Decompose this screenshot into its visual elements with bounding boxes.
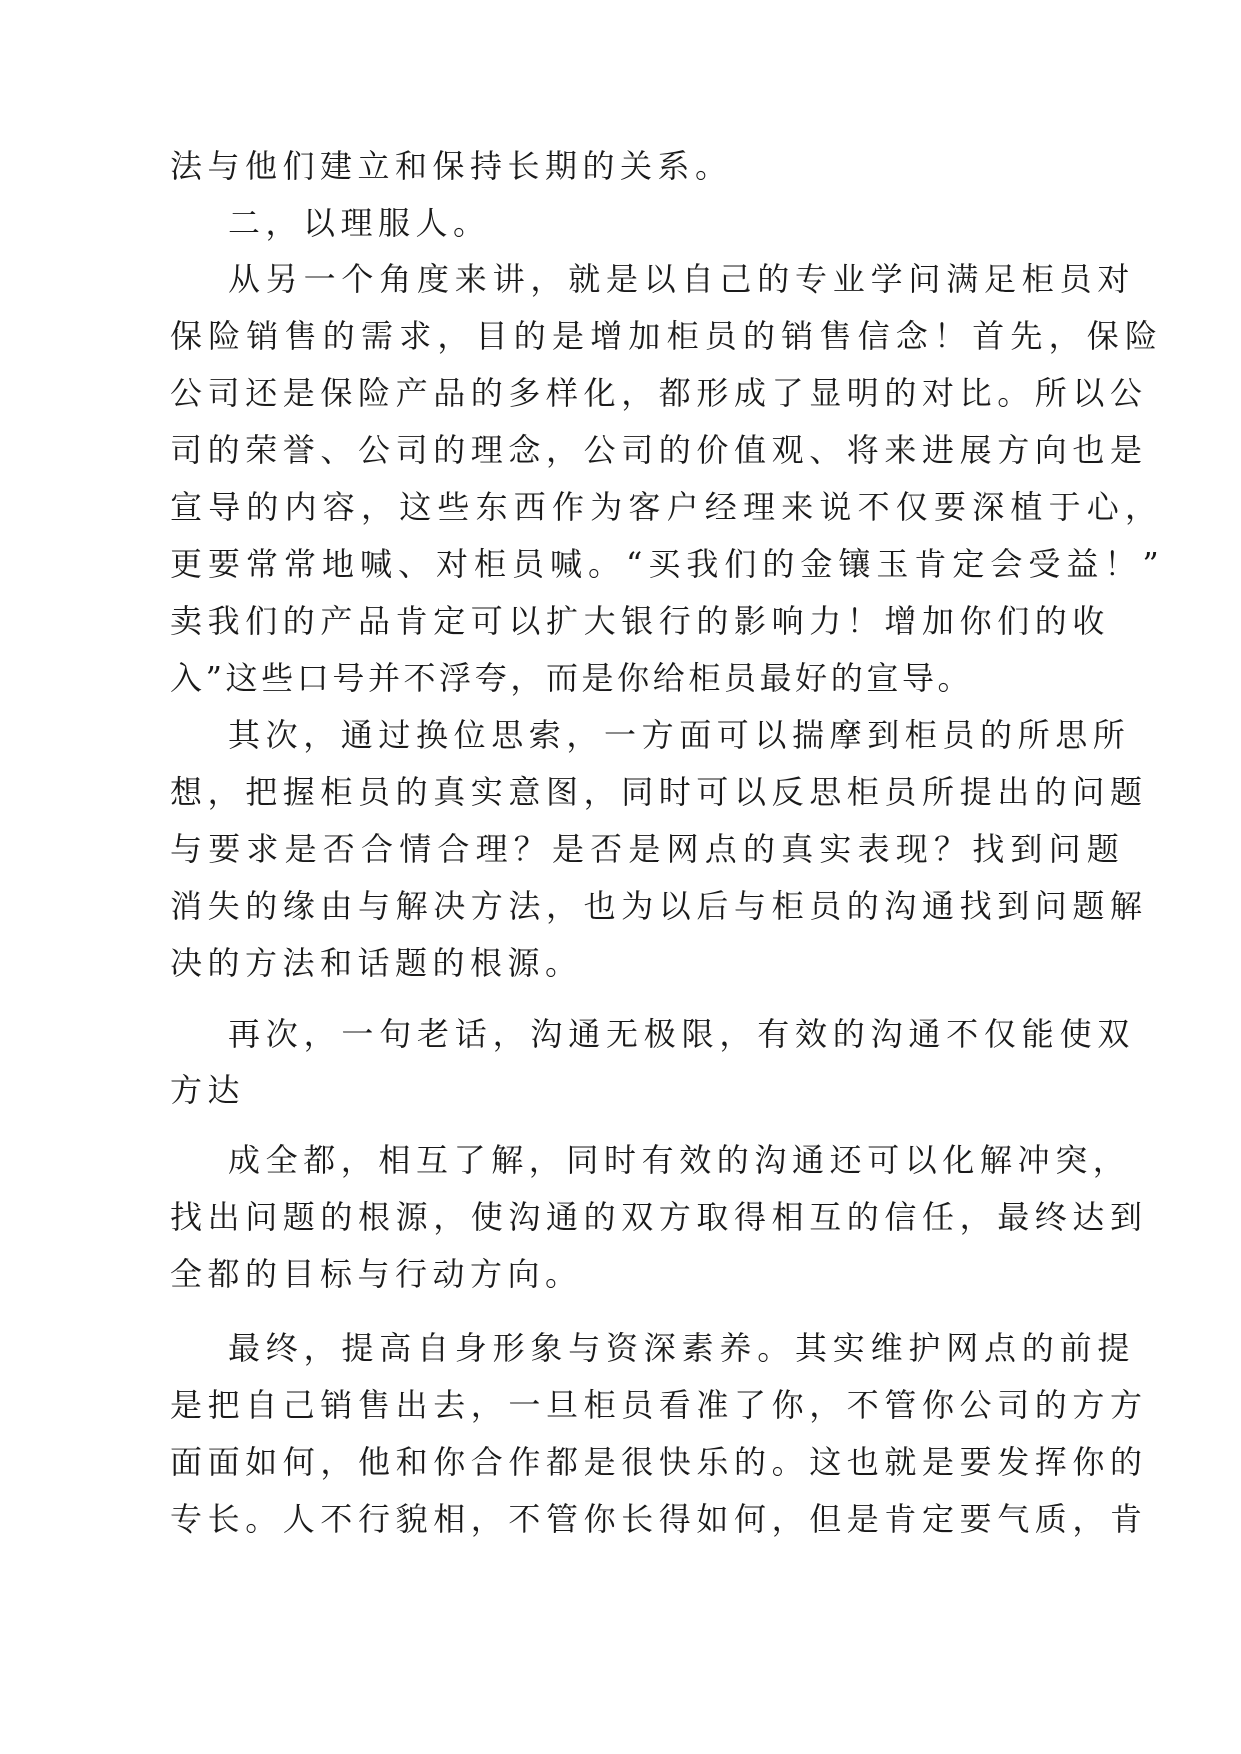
text-line: 从另一个角度来讲，就是以自己的专业学问满足柜员对 bbox=[228, 260, 1136, 298]
text-line: 想，把握柜员的真实意图，同时可以反思柜员所提出的问题 bbox=[170, 773, 1148, 811]
text-line: 公司还是保险产品的多样化，都形成了显明的对比。所以公 bbox=[170, 374, 1148, 412]
text-line: 专长。人不行貌相，不管你长得如何，但是肯定要气质，肯 bbox=[170, 1500, 1148, 1538]
text-line: 与要求是否合情合理？是否是网点的真实表现？找到问题 bbox=[170, 830, 1126, 868]
text-line: 方达 bbox=[170, 1071, 246, 1109]
text-line: 消失的缘由与解决方法，也为以后与柜员的沟通找到问题解 bbox=[170, 887, 1148, 925]
text-line: 其次，通过换位思索，一方面可以揣摩到柜员的所思所 bbox=[228, 716, 1131, 754]
text-line: 再次，一句老话，沟通无极限，有效的沟通不仅能使双 bbox=[228, 1015, 1136, 1053]
text-line: 最终，提高自身形象与资深素养。其实维护网点的前提 bbox=[228, 1329, 1136, 1367]
text-line: 决的方法和话题的根源。 bbox=[170, 944, 583, 982]
text-line: 入”这些口号并不浮夸，而是你给柜员最好的宣导。 bbox=[170, 659, 974, 697]
text-line: 二，以理服人。 bbox=[228, 204, 491, 242]
text-line: 卖我们的产品肯定可以扩大银行的影响力！增加你们的收 bbox=[170, 602, 1111, 640]
text-line: 是把自己销售出去，一旦柜员看准了你，不管你公司的方方 bbox=[170, 1386, 1148, 1424]
text-line: 宣导的内容，这些东西作为客户经理来说不仅要深植于心， bbox=[170, 488, 1164, 526]
text-line: 更要常常地喊、对柜员喊。“买我们的金镶玉肯定会受益！” bbox=[170, 545, 1165, 583]
text-line: 全都的目标与行动方向。 bbox=[170, 1255, 583, 1293]
text-line: 找出问题的根源，使沟通的双方取得相互的信任，最终达到 bbox=[170, 1198, 1148, 1236]
text-line: 法与他们建立和保持长期的关系。 bbox=[170, 147, 733, 185]
text-line: 面面如何，他和你合作都是很快乐的。这也就是要发挥你的 bbox=[170, 1443, 1148, 1481]
text-line: 保险销售的需求，目的是增加柜员的销售信念！首先，保险 bbox=[170, 317, 1164, 355]
text-line: 成全都，相互了解，同时有效的沟通还可以化解冲突， bbox=[228, 1141, 1131, 1179]
text-line: 司的荣誉、公司的理念，公司的价值观、将来进展方向也是 bbox=[170, 431, 1148, 469]
